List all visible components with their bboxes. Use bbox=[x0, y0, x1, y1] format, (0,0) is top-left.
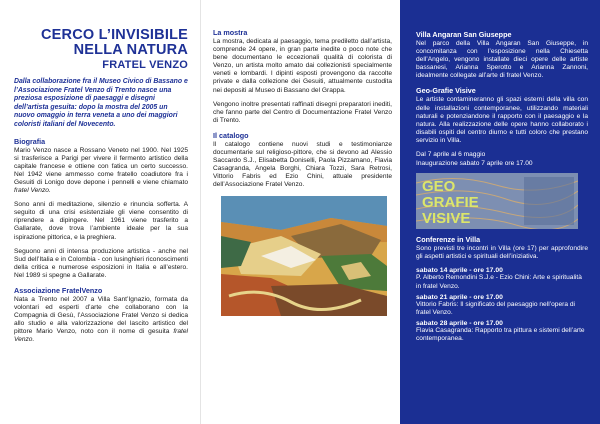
bio-paragraph-1 bbox=[14, 147, 188, 196]
bio-p1-text: Mario Venzo nasce a Rossano Veneto nel 1900. Nel 1925 si trasferisce a Parigi per vivere il fermento artistico della capitale francese e ottiene con fatica un certo successo. Nel 1942 viene ammesso come fratello coadiutore fra i Gesuiti di Lonigo dove depone i pennelli e viene chiamato bbox=[14, 146, 188, 186]
exhibition-dates: Dal 7 aprile al 6 maggio bbox=[416, 151, 486, 159]
geo-text: Le artiste contamineranno gli spazi esterni della villa con delle installazioni contemporanee, utilizzando materiali naturali e potenziandone il rapporto con il paesaggio e la natura. Alla realizzazione delle opere hanno collaborato i disabili ospiti del centro diurno e tutti coloro che prestano servizio in Villa. bbox=[416, 96, 588, 144]
villa-heading: Villa Angaran San Giuseppe bbox=[416, 30, 512, 39]
assoc-text: Nata a Trento nel 2007 a Villa Sant’Ignazio, formata da volontari ed esperti d’arte che collaborano con la Compagnia di Gesù, l’Associazione Fratel Venzo si dedica allo studio e alla valorizzazione del lascito artistico del pittore Mario Venzo, noto con il nome di gesuita bbox=[14, 295, 188, 336]
event-item bbox=[416, 267, 588, 290]
landscape-painting-image bbox=[221, 196, 387, 316]
right-panel bbox=[400, 0, 600, 424]
bio-paragraph-2: Sono anni di meditazione, silenzio e rinuncia sofferta. A seguito di una crisi esistenziale gli viene consentito di riprendere a dipingere. Nel 1961 viene trasferito a Gallarate, dove trova l’ambiente ideale per la sua ispirazione pittorica, e la preghiera. bbox=[14, 201, 188, 241]
geo-heading: Geo-Grafie Visive bbox=[416, 86, 476, 96]
event-list bbox=[416, 267, 588, 343]
bio-paragraph-3: Seguono anni di intensa produzione artistica - anche nel Sud dell’Italia e in Colombia - con lusinghieri riconoscimenti della critica e numerose esposizioni in Italia e all’estero. Nel 1989 si spegne a Gallarate. bbox=[14, 247, 188, 279]
catalogo-heading: Il catalogo bbox=[213, 130, 249, 140]
title-line-2: NELLA NATURA bbox=[73, 42, 188, 58]
event-text: P. Alberto Remondini S.J.e - Ezio Chini: Arte e spiritualità in fratel Venzo. bbox=[416, 274, 582, 290]
conference-heading: Conferenze in Villa bbox=[416, 235, 481, 245]
event-item bbox=[416, 320, 588, 343]
left-panel bbox=[0, 0, 200, 424]
geografie-visive-logo bbox=[416, 173, 578, 229]
catalogo-text: Il catalogo contiene nuovi studi e testimonianze documentarie sul religioso-pittore, che si devono ad Alessio Saccardo S.J., Elisabetta Doniselli, Paola Pizzamano, Flavia Casagranda, Angela Borghi, Chiara Tozzi, Sara Retrosi, Vittorio Fabris ed Ezio Chini, attuale presidente dell’Associazione Fratel Venzo. bbox=[213, 140, 392, 189]
event-date: sabato 21 aprile - ore 17.00 bbox=[416, 293, 503, 301]
association-heading: Associazione FratelVenzo bbox=[14, 285, 103, 295]
logo-word-3: VISIVE bbox=[422, 210, 471, 228]
villa-text: Nel parco della Villa Angaran San Giuseppe, in concomitanza con l’esposizione nella Chiesetta dell’Angelo, vengono installate dieci opere delle artiste bassanesi, Arianna Sperotto e Arianna Zannoni, idealmente collegate all’arte di fratel Venzo. bbox=[416, 40, 588, 80]
exhibition-title bbox=[14, 28, 188, 58]
exhibition-subtitle: FRATEL VENZO bbox=[102, 59, 188, 71]
assoc-emphasis: fratel Venzo. bbox=[14, 328, 188, 344]
event-date: sabato 28 aprile - ore 17.00 bbox=[416, 319, 503, 327]
mostra-text-2: Vengono inoltre presentati raffinati disegni preparatori inediti, che fanno parte del Centro di Documentazione Fratel Venzo di Trento. bbox=[213, 100, 392, 124]
middle-panel bbox=[200, 0, 400, 424]
event-date: sabato 14 aprile - ore 17.00 bbox=[416, 267, 503, 275]
conference-text: Sono previsti tre incontri in Villa (ore 17) per approfondire gli aspetti artistici e spirituali dell’iniziativa. bbox=[416, 245, 588, 261]
logo-word-1: GEO bbox=[422, 178, 456, 196]
mostra-heading: La mostra bbox=[213, 28, 248, 37]
event-text: Flavia Casagranda: Rapporto tra pittura e sistemi dell’arte contemporanea. bbox=[416, 326, 585, 342]
inauguration-date: Inaugurazione sabato 7 aprile ore 17.00 bbox=[416, 160, 533, 168]
event-item bbox=[416, 294, 588, 317]
bio-p1-emphasis: fratel Venzo. bbox=[14, 187, 51, 195]
bio-heading: Biografia bbox=[14, 136, 46, 146]
association-text bbox=[14, 296, 188, 345]
title-line-1: CERCO L’INVISIBILE bbox=[40, 27, 188, 43]
event-text: Vittorio Fabris: Il significato del paesaggio nell’opera di fratel Venzo. bbox=[416, 300, 575, 316]
logo-word-2: GRAFIE bbox=[422, 194, 479, 212]
mostra-text: La mostra, dedicata al paesaggio, tema prediletto dall’artista, comprende 24 opere, in gran parte inedite o poco note che bene documentano le eccezionali qualità di colorista di Venzo, un artista molto amato dai collezionisti specialmente veneti e lombardi. I dipinti esposti provengono da raccolte private e dalla collezione dei Gesuiti, attualmente custodita nei depositi al Museo di Bassano del Grappa. bbox=[213, 38, 392, 94]
intro-text: Dalla collaborazione fra il Museo Civico di Bassano e l’Associazione Fratel Venzo di Trento nasce una preziosa esposizione di paesaggi e disegni dell’artista gesuita: dopo la mostra del 2005 un nuovo omaggio in terra veneta a uno dei maggiori coloristi italiani del Novecento. bbox=[14, 78, 188, 128]
